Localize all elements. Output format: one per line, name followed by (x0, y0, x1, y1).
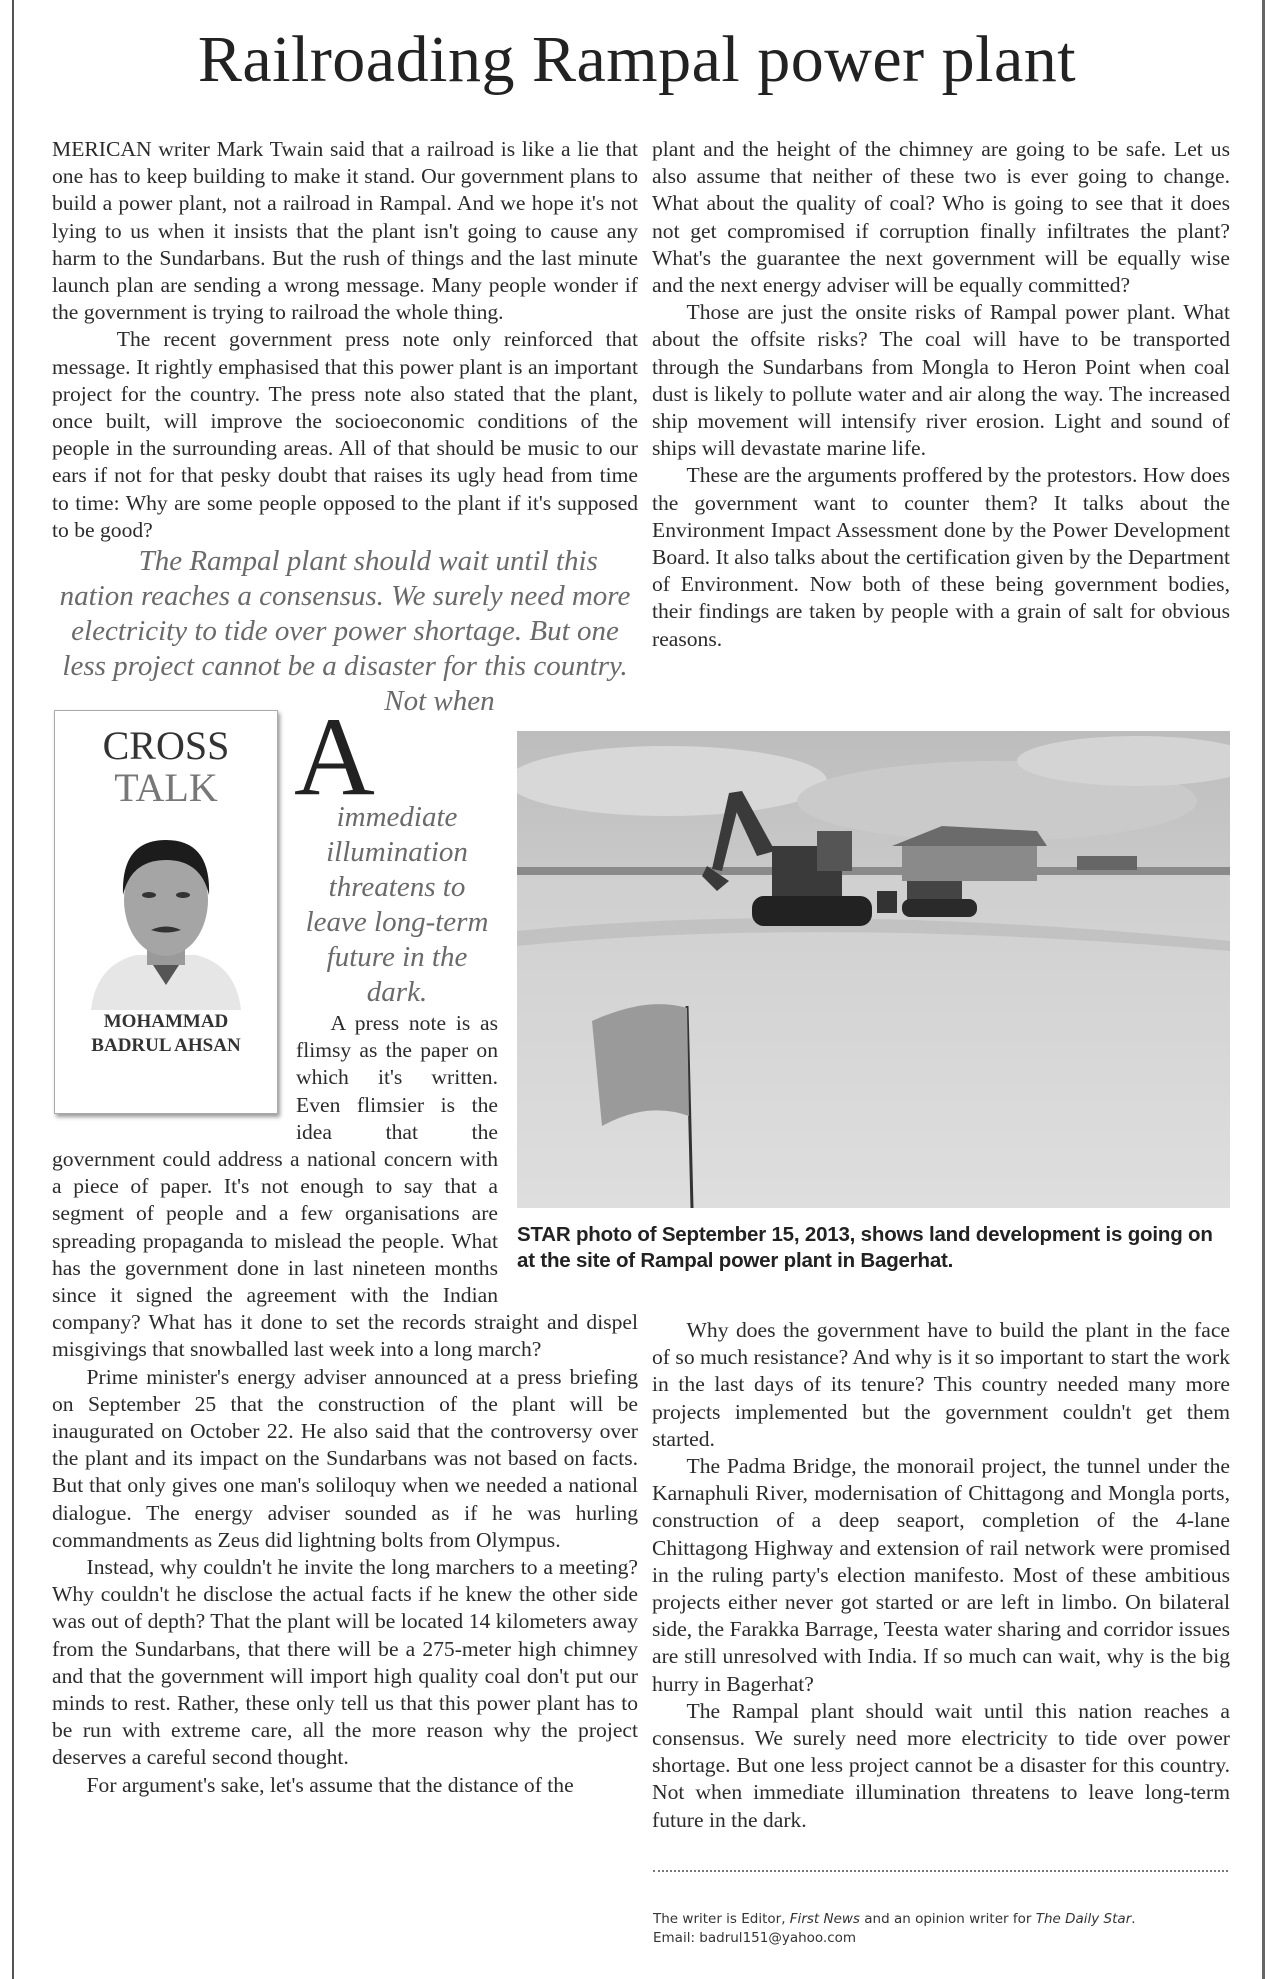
paragraph: Instead, why couldn't he invite the long marchers to a meeting? Why couldn't he disclose the actual facts if he knew the other side was out of depth? That the plant will be located 14 kilometers away from the Sundarbans, that there will be a 275-meter high chimney and that the government will import high quality coal don't put our minds to rest. Rather, these only tell us that this power plant has to be run with extreme care, all the more reason why the project deserves a careful second thought. (52, 1555, 638, 1770)
paragraph: Those are just the onsite risks of Rampal power plant. What about the offsite risks? The coal will have to be transported through the Sundarbans from Mongla to Heron Point when coal dust is likely to pollute water and air along the way. The increased ship movement will intensify river erosion. Light and sound of ships will devastate marine life. (652, 300, 1230, 461)
paragraph: These are the arguments proffered by the protestors. How does the government want to counter them? It talks about the Environment Impact Assessment done by the Power Development Board. It also talks about the certification given by the Department of Environment. Now both of these being government bodies, their findings are taken by people with a grain of salt for obvious reasons. (652, 463, 1230, 651)
bio-text: The writer is Editor, (653, 1911, 790, 1927)
bio-text: . (1131, 1911, 1136, 1927)
headline: Railroading Rampal power plant (197, 23, 1077, 96)
paragraph: The Rampal plant should wait until this nation reaches a consensus. We surely need more electricity to tide over power shortage. But one less project cannot be a disaster for this country. Not when immediate illumination threatens to leave long-term future in the dark. (652, 1698, 1230, 1832)
photo-caption: STAR photo of September 15, 2013, shows land development is going on at the site of Rampal power plant in Bagerhat. (517, 1223, 1213, 1272)
column-title-talk: TALK (114, 765, 218, 810)
paragraph: plant and the height of the chimney are going to be safe. Let us also assume that neither of these two is ever going to change. What about the quality of coal? Who is going to see that it does not get compromised if corruption finally infiltrates the plant? What's the guarantee the next government will be equally wise and the next energy adviser will be equally committed? (652, 137, 1230, 298)
author-portrait (81, 815, 251, 1010)
author-name-first: MOHAMMAD (103, 1011, 229, 1032)
cross-talk-box (54, 710, 278, 1114)
right-column-bottom (652, 1317, 1230, 1834)
paragraph: A press note is as flimsy as the paper on which it's written. Even flimsier is the idea that the government could address a national concern with a piece of paper. It's not enough to say that a segment of people and a few organisations are spreading propaganda to mislead the people. What has the government done in last nineteen months since it signed the agreement with the Indian company? What has it done to set the records straight and dispel misgivings that snowballed last week into a long march? (52, 1011, 638, 1362)
paragraph: The recent government press note only reinforced that message. It rightly emphasised that this power plant is an important project for the country. The press note also stated that the plant, once built, will improve the socioeconomic conditions of the people in the surrounding areas. All of that should be music to our ears if not for that pesky doubt that raises its ugly head from time to time: Why are some people opposed to the plant if it's supposed to be good? (52, 327, 638, 542)
publication-name: First News (789, 1911, 860, 1927)
pull-quote: The Rampal plant should wait until this nation reaches a consensus. We surely need more electricity to tide over power shortage. But one less project cannot be a disaster for this country. Not when immediate illumination threatens to leave long-term future in the dark. (59, 545, 631, 1008)
author-bio (653, 1910, 1136, 1929)
paragraph: The Padma Bridge, the monorail project, the tunnel under the Karnaphuli River, modernisation of Chittagong and Mongla ports, construction of a deep seaport, completion of the 4-lane Chittagong Highway and extension of rail network were promised in the ruling party's election manifesto. Most of these ambitious projects either never got started or are left in limbo. On bilateral side, the Farakka Barrage, Teesta water sharing and corridor issues are still unresolved with India. If so much can wait, why is the big hurry in Bagerhat? (652, 1454, 1230, 1696)
dotted-divider (653, 1870, 1228, 1872)
paragraph: Prime minister's energy adviser announced at a press briefing on September 25 that the construction of the plant will be inaugurated on October 22. He also said that the controversy over the plant and its impact on the Sundarbans was not based on facts. But that only gives one man's soliloquy when we needed a national dialogue. The energy adviser sounded as if he was hurling commandments as Zeus did lightning bolts from Olympus. (52, 1364, 638, 1552)
author-name-last: BADRUL AHSAN (91, 1035, 241, 1056)
column-title-cross: CROSS (102, 723, 230, 768)
paragraph: For argument's sake, let's assume that the distance of the (86, 1772, 574, 1797)
bio-text: and an opinion writer for (859, 1911, 1036, 1927)
paragraph: MERICAN writer Mark Twain said that a railroad is like a lie that one has to keep building to make it stand. Our government plans to build a power plant, not a railroad in Rampal. And we hope it's not lying to us when it insists that the plant isn't going to cause any harm to the Sundarbans. But the rush of things and the last minute launch plan are sending a wrong message. Many people wonder if the government is trying to railroad the whole thing. (52, 137, 638, 325)
author-email: Email: badrul151@yahoo.com (653, 1930, 857, 1946)
right-column-top (652, 136, 1230, 653)
paragraph: Why does the government have to build the plant in the face of so much resistance? And why is it so important to start the work in the last days of its tenure? This country needed many more projects implemented but the government couldn't get them started. (652, 1318, 1230, 1451)
page-border-left (12, 0, 14, 1979)
author-footer (653, 1910, 1136, 1948)
drop-cap: A (294, 695, 375, 819)
publication-name: The Daily Star (1035, 1911, 1132, 1927)
site-photo (517, 731, 1230, 1208)
page-border-right (1262, 0, 1265, 1979)
